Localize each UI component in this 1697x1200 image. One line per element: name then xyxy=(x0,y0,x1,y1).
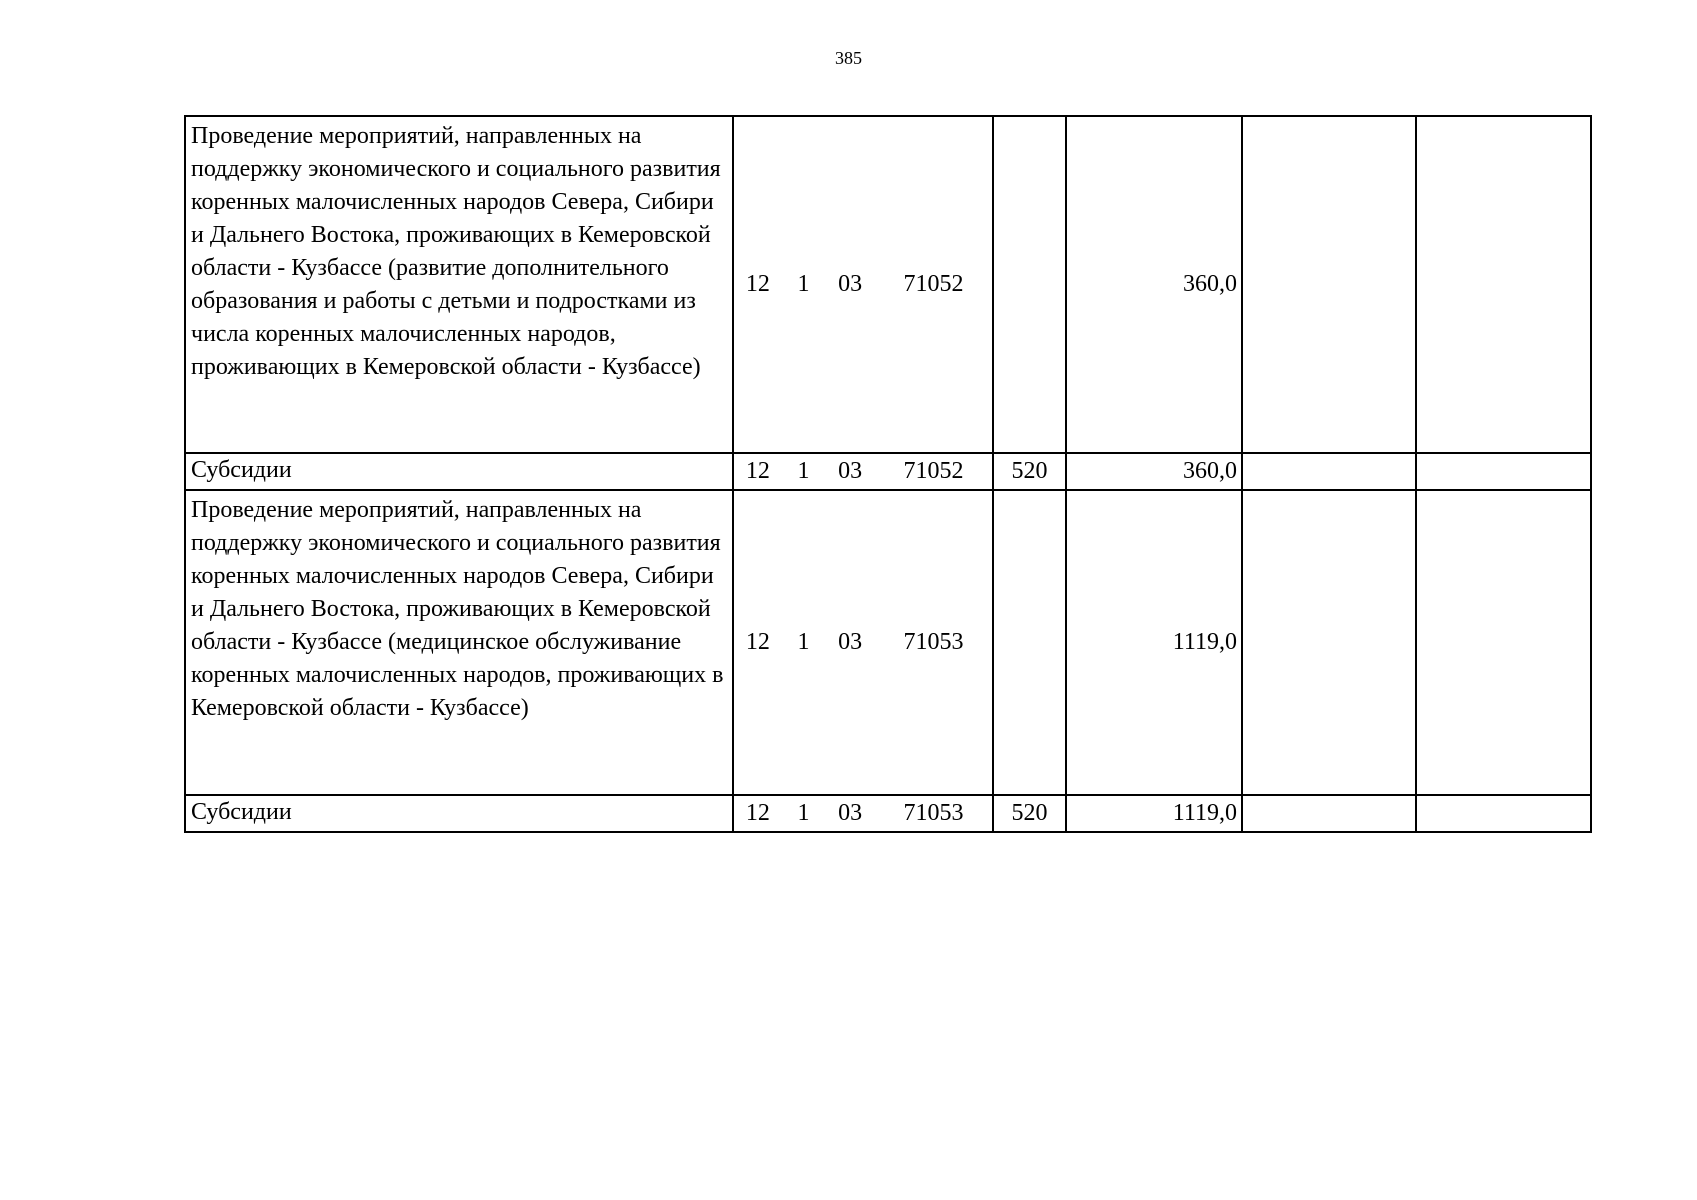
amount: 360,0 xyxy=(1066,453,1242,490)
amount-year-3 xyxy=(1416,795,1591,832)
code-program: 12 xyxy=(745,800,770,826)
code-direction: 71053 xyxy=(903,800,964,826)
table-row xyxy=(185,795,1591,832)
code-activity: 03 xyxy=(838,458,863,484)
amount: 1119,0 xyxy=(1066,795,1242,832)
table-row xyxy=(185,453,1591,490)
code-program: 12 xyxy=(745,458,770,484)
row-description: Субсидии xyxy=(185,453,733,490)
row-description: Проведение мероприятий, направленных на поддержку экономического и социального развития коренных малочисленных народов Севера, Сибири и Дальнего Востока, проживающих в Кемеровской области - Кузбассе (медицинское обслуживание коренных малочисленных народов, проживающих в Кемеровской области - Кузбассе) xyxy=(185,490,733,795)
amount-year-3 xyxy=(1416,116,1591,453)
code-direction: 71053 xyxy=(903,629,964,655)
budget-table xyxy=(184,115,1592,833)
amount-year-2 xyxy=(1242,453,1416,490)
program-code-cell xyxy=(733,116,993,453)
code-program: 12 xyxy=(745,629,770,655)
code-subprogram: 1 xyxy=(797,271,810,297)
row-description: Проведение мероприятий, направленных на поддержку экономического и социального развития коренных малочисленных народов Севера, Сибири и Дальнего Востока, проживающих в Кемеровской области - Кузбассе (развитие дополнительного образования и работы с детьми и подростками из числа коренных малочисленных народов, проживающих в Кемеровской области - Кузбассе) xyxy=(185,116,733,453)
expense-type-code xyxy=(993,490,1066,795)
row-description: Субсидии xyxy=(185,795,733,832)
amount-year-2 xyxy=(1242,116,1416,453)
program-code-cell xyxy=(733,490,993,795)
program-code-cell xyxy=(733,795,993,832)
page-number: 385 xyxy=(835,48,862,68)
expense-type-code: 520 xyxy=(993,453,1066,490)
amount-year-2 xyxy=(1242,490,1416,795)
expense-type-code: 520 xyxy=(993,795,1066,832)
table-row xyxy=(185,116,1591,453)
expense-type-code xyxy=(993,116,1066,453)
code-activity: 03 xyxy=(838,271,863,297)
code-program: 12 xyxy=(745,271,770,297)
table-row xyxy=(185,490,1591,795)
amount-year-3 xyxy=(1416,453,1591,490)
code-subprogram: 1 xyxy=(797,629,810,655)
amount-year-2 xyxy=(1242,795,1416,832)
code-subprogram: 1 xyxy=(797,458,810,484)
code-direction: 71052 xyxy=(903,271,964,297)
code-subprogram: 1 xyxy=(797,800,810,826)
amount: 360,0 xyxy=(1066,116,1242,453)
program-code-cell xyxy=(733,453,993,490)
code-activity: 03 xyxy=(838,629,863,655)
code-activity: 03 xyxy=(838,800,863,826)
amount: 1119,0 xyxy=(1066,490,1242,795)
amount-year-3 xyxy=(1416,490,1591,795)
code-direction: 71052 xyxy=(903,458,964,484)
